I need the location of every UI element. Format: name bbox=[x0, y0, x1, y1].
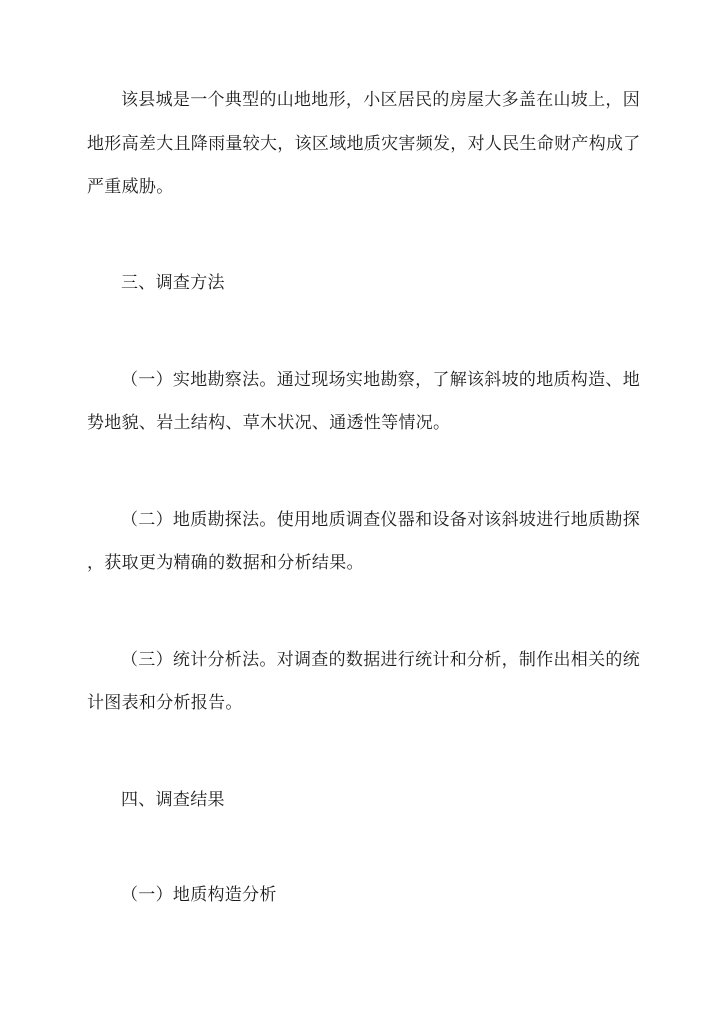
paragraph-line: 计图表和分析报告。 bbox=[87, 693, 243, 713]
paragraph-line: （一）实地勘察法。通过现场实地勘察，了解该斜坡的地质构造、地 bbox=[121, 370, 640, 390]
paragraph-line: 严重威胁。 bbox=[87, 177, 174, 197]
paragraph-line: （三）统计分析法。对调查的数据进行统计和分析，制作出相关的统 bbox=[121, 650, 640, 670]
section-heading-methods: 三、调查方法 bbox=[121, 273, 225, 293]
section-heading-results: 四、调查结果 bbox=[121, 790, 225, 810]
paragraph-line: 该县城是一个典型的山地地形，小区居民的房屋大多盖在山坡上，因 bbox=[121, 90, 640, 110]
paragraph-line: 势地貌、岩土结构、草木状况、通透性等情况。 bbox=[87, 413, 451, 433]
paragraph-line: 地形高差大且降雨量较大，该区域地质灾害频发，对人民生命财产构成了 bbox=[87, 134, 641, 154]
subsection-heading-structure: （一）地质构造分析 bbox=[121, 885, 277, 905]
paragraph-line: ，获取更为精确的数据和分析结果。 bbox=[87, 553, 364, 573]
paragraph-line: （二）地质勘探法。使用地质调查仪器和设备对该斜坡进行地质勘探 bbox=[121, 510, 640, 530]
